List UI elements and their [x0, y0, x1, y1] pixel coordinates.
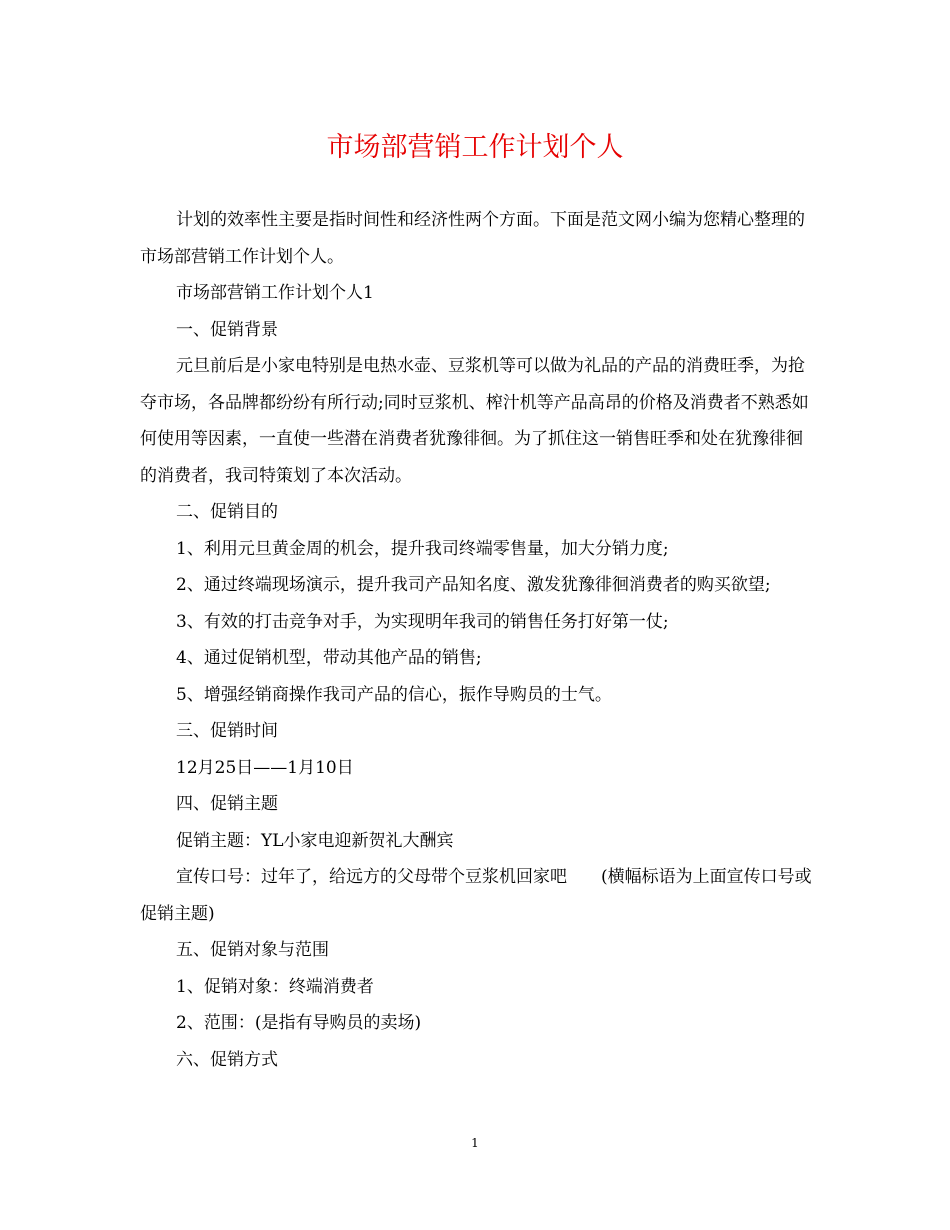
- paragraph-slogan: 宣传口号：过年了，给远方的父母带个豆浆机回家吧 (横幅标语为上面宣传口号或促销主题): [140, 867, 812, 924]
- document-title: 市场部营销工作计划个人: [326, 132, 624, 163]
- heading-promo-background: 一、促销背景: [176, 319, 278, 340]
- heading-promo-time: 三、促销时间: [176, 721, 278, 741]
- paragraph-promo-background: 元旦前后是小家电特别是电热水壶、豆浆机等可以做为礼品的产品的消费旺季，为抢夺市场，各品牌都纷纷有所行动;同时豆浆机、榨汁机等产品高昂的价格及消费者不熟悉如何使用等因素，一直使一些潜在消费者犹豫徘徊。为了抓住这一销售旺季和处在犹豫徘徊的消费者，我司特策划了本次活动。: [140, 356, 809, 486]
- list-item-purpose-3: 3、有效的打击竞争对手，为实现明年我司的销售任务打好第一仗;: [176, 611, 669, 632]
- list-item-purpose-5: 5、增强经销商操作我司产品的信心，振作导购员的士气。: [176, 684, 612, 705]
- list-item-purpose-2: 2、通过终端现场演示，提升我司产品知名度、激发犹豫徘徊消费者的购买欲望;: [176, 575, 771, 595]
- heading-promo-method: 六、促销方式: [176, 1049, 278, 1070]
- page-number: 1: [471, 1136, 479, 1150]
- paragraph-intro: 计划的效率性主要是指时间性和经济性两个方面。下面是范文网小编为您精心整理的市场部营销工作计划个人。: [140, 210, 805, 267]
- list-item-purpose-1: 1、利用元旦黄金周的机会，提升我司终端零售量，加大分销力度;: [176, 538, 669, 559]
- heading-promo-theme: 四、促销主题: [176, 794, 278, 814]
- list-item-purpose-4: 4、通过促销机型，带动其他产品的销售;: [176, 648, 482, 668]
- list-item-target-1: 1、促销对象：终端消费者: [176, 976, 374, 997]
- heading-promo-target: 五、促销对象与范围: [176, 940, 329, 960]
- paragraph-promo-theme: 促销主题：YL小家电迎新贺礼大酬宾: [176, 830, 454, 851]
- document-body: [140, 202, 815, 1078]
- paragraph-promo-time: 12月25日——1月10日: [176, 757, 354, 778]
- heading-promo-purpose: 二、促销目的: [176, 502, 278, 522]
- paragraph-section-heading: 市场部营销工作计划个人1: [176, 283, 374, 303]
- list-item-target-2: 2、范围：(是指有导购员的卖场): [176, 1013, 422, 1033]
